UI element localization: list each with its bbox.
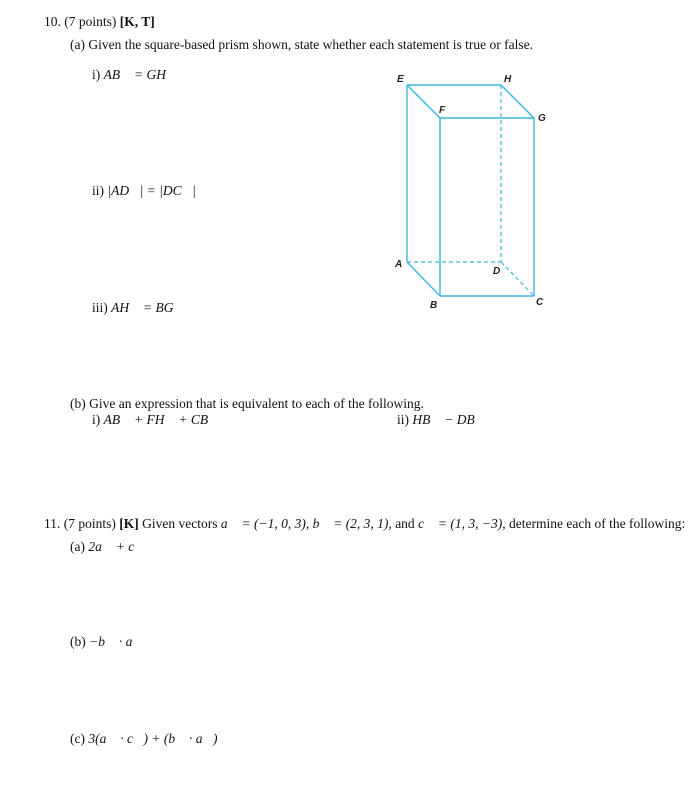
q10b-item-i-label: i) <box>92 412 101 427</box>
q10b-item-ii-expr: HB⃗ − DB⃗ <box>412 412 486 427</box>
q11-prompt-end: determine each of the following: <box>509 516 686 531</box>
q10b-item-i-expr: AB⃗ + FH⃗ + CB⃗ <box>103 412 219 427</box>
q10a-item-i-label: i) <box>92 67 101 82</box>
q10b-label: (b) <box>70 396 86 411</box>
q10a-item-iii <box>92 300 184 316</box>
q10a-item-i <box>92 67 176 83</box>
q10-header <box>44 14 155 30</box>
q11-points: (7 points) <box>63 516 116 531</box>
q10b-prompt-line <box>70 396 424 412</box>
edge-DC-hidden <box>501 262 534 296</box>
q11-and: and <box>395 516 415 531</box>
q10a-prompt: Given the square-based prism shown, state whether each statement is true or false. <box>88 37 533 52</box>
q10a-item-ii <box>92 183 196 199</box>
q11-part-c-expr: 3(a⃗ · c⃗) + (b⃗ · a⃗) <box>88 731 218 746</box>
q10b-prompt: Give an expression that is equivalent to each of the following. <box>89 396 424 411</box>
q11-vec-c: c⃗ = (1, 3, −3), <box>418 516 506 531</box>
q11-vec-a: a⃗ = (−1, 0, 3), <box>220 516 310 531</box>
edge-AB <box>407 262 440 296</box>
q10-number: 10. <box>44 14 61 29</box>
q11-header <box>44 516 685 532</box>
prism-figure <box>385 68 560 318</box>
q11-part-a-expr: 2a⃗ + c⃗ <box>88 539 145 554</box>
q10a-item-i-expr: AB⃗ = GH⃗ <box>103 67 177 82</box>
q10a-item-ii-label: ii) <box>92 183 104 198</box>
edge-HG <box>501 85 534 118</box>
q11-tag: [K] <box>119 516 139 531</box>
vertex-label-B: B <box>430 300 438 311</box>
q10a-label: (a) <box>70 37 85 52</box>
q10-points: (7 points) <box>64 14 117 29</box>
q11-number: 11. <box>44 516 61 531</box>
q11-prompt-start: Given vectors <box>142 516 218 531</box>
vertex-label-H: H <box>504 74 512 85</box>
vertex-label-A: A <box>395 259 403 270</box>
q10a-item-ii-expr: |AD⃗| = |DC⃗| <box>107 183 196 198</box>
edge-EF <box>407 85 440 118</box>
q11-part-a <box>70 539 145 555</box>
q11-part-a-label: (a) <box>70 539 85 554</box>
q11-part-b-label: (b) <box>70 634 86 649</box>
q11-part-b-expr: −b⃗ · a⃗ <box>89 634 143 649</box>
q10a-prompt-line <box>70 37 533 53</box>
q11-part-c <box>70 731 217 747</box>
q11-part-b <box>70 634 143 650</box>
vertex-label-F: F <box>439 105 446 116</box>
q10-tags: [K, T] <box>119 14 155 29</box>
q10b-item-ii <box>397 412 485 428</box>
q10a-item-iii-expr: AH⃗ = BG⃗ <box>111 300 184 315</box>
vertex-label-D: D <box>493 266 501 277</box>
q10b-item-ii-label: ii) <box>397 412 409 427</box>
vertex-label-G: G <box>538 113 546 124</box>
q11-vec-b: b⃗ = (2, 3, 1), <box>312 516 392 531</box>
vertex-label-C: C <box>536 297 544 308</box>
q10b-item-i <box>92 412 219 428</box>
q10a-item-iii-label: iii) <box>92 300 108 315</box>
q11-part-c-label: (c) <box>70 731 85 746</box>
vertex-label-E: E <box>397 74 404 85</box>
